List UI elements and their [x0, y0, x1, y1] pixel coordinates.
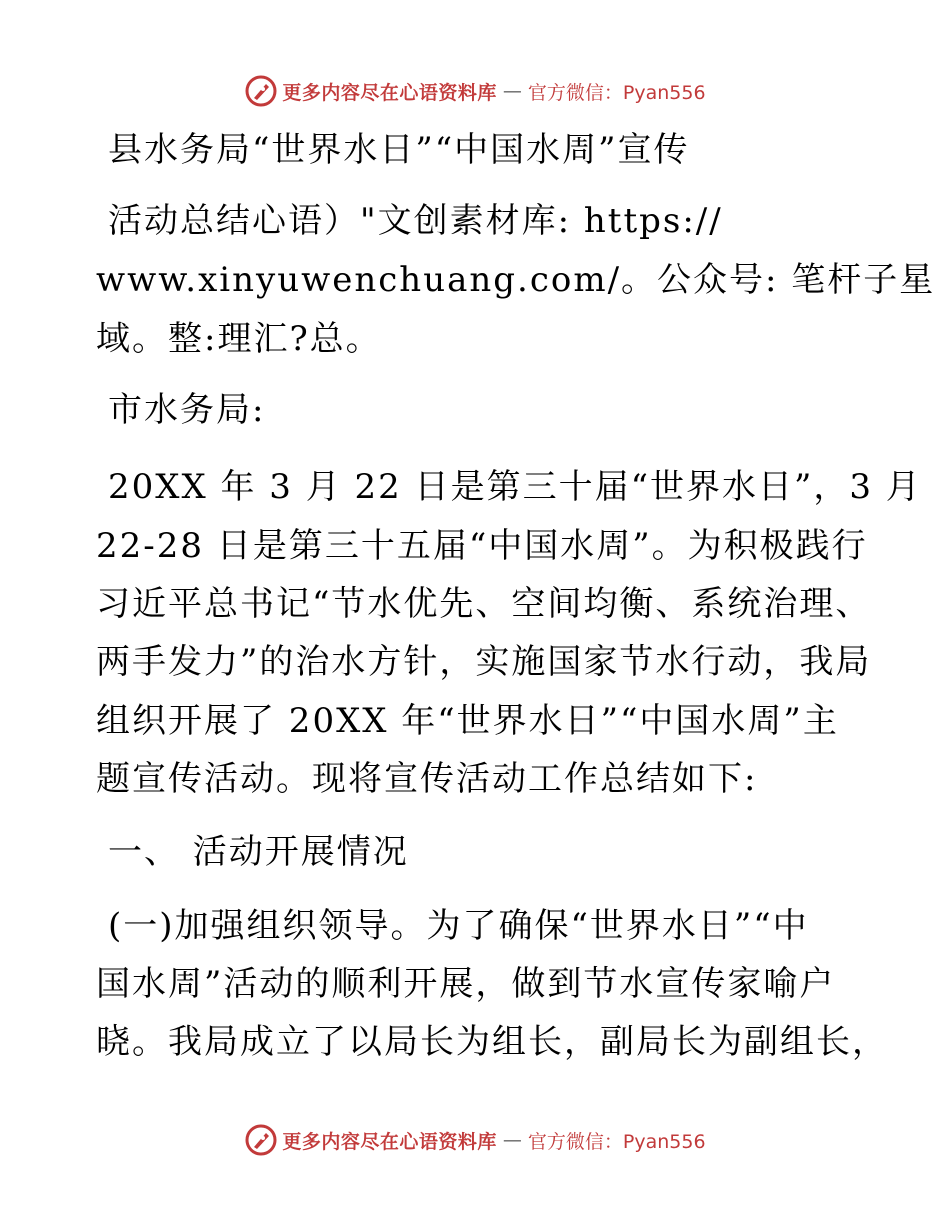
paragraph-line: 习近平总书记“节水优先、空间均衡、系统治理、 [96, 584, 872, 624]
watermark-dash: — [502, 80, 522, 102]
header-watermark [0, 71, 950, 111]
pen-nib-logo-icon [244, 74, 278, 108]
pen-nib-logo-icon [244, 1123, 278, 1157]
paragraph-line: (一)加强组织领导。为了确保“世界水日”“中 [108, 906, 809, 946]
doc-title-line-2: 活动总结心语）"文创素材库: https:// [108, 201, 723, 241]
paragraph-line: 20XX 年 3 月 22 日是第三十届“世界水日”，3 月 [108, 467, 922, 507]
paragraph-line: 题宣传活动。现将宣传活动工作总结如下: [96, 759, 758, 799]
paragraph-line: 22-28 日是第三十五届“中国水周”。为积极践行 [96, 526, 868, 566]
doc-title-line-3: www.xinyuwenchuang.com/。公众号: 笔杆子星 [96, 260, 936, 300]
doc-title-line-1: 县水务局“世界水日”“中国水周”宣传 [108, 130, 690, 170]
footer-watermark [0, 1120, 950, 1160]
watermark-text: 更多内容尽在心语资料库 [282, 81, 497, 104]
watermark-dash: — [502, 1129, 522, 1151]
paragraph-line: 两手发力”的治水方针，实施国家节水行动，我局 [96, 642, 872, 682]
doc-title-line-4: 域。整:理汇?总。 [96, 319, 382, 359]
addressee: 市水务局: [108, 390, 266, 430]
section-heading: 一、 活动开展情况 [108, 832, 409, 872]
paragraph-line: 组织开展了 20XX 年“世界水日”“中国水周”主 [96, 701, 839, 741]
watermark-wechat: 官方微信：Pyan556 [527, 1130, 706, 1153]
paragraph-line: 国水周”活动的顺利开展，做到节水宣传家喻户 [96, 964, 836, 1004]
watermark-text: 更多内容尽在心语资料库 [282, 1130, 497, 1153]
paragraph-line: 晓。我局成立了以局长为组长，副局长为副组长， [96, 1022, 888, 1062]
watermark-wechat: 官方微信：Pyan556 [527, 81, 706, 104]
